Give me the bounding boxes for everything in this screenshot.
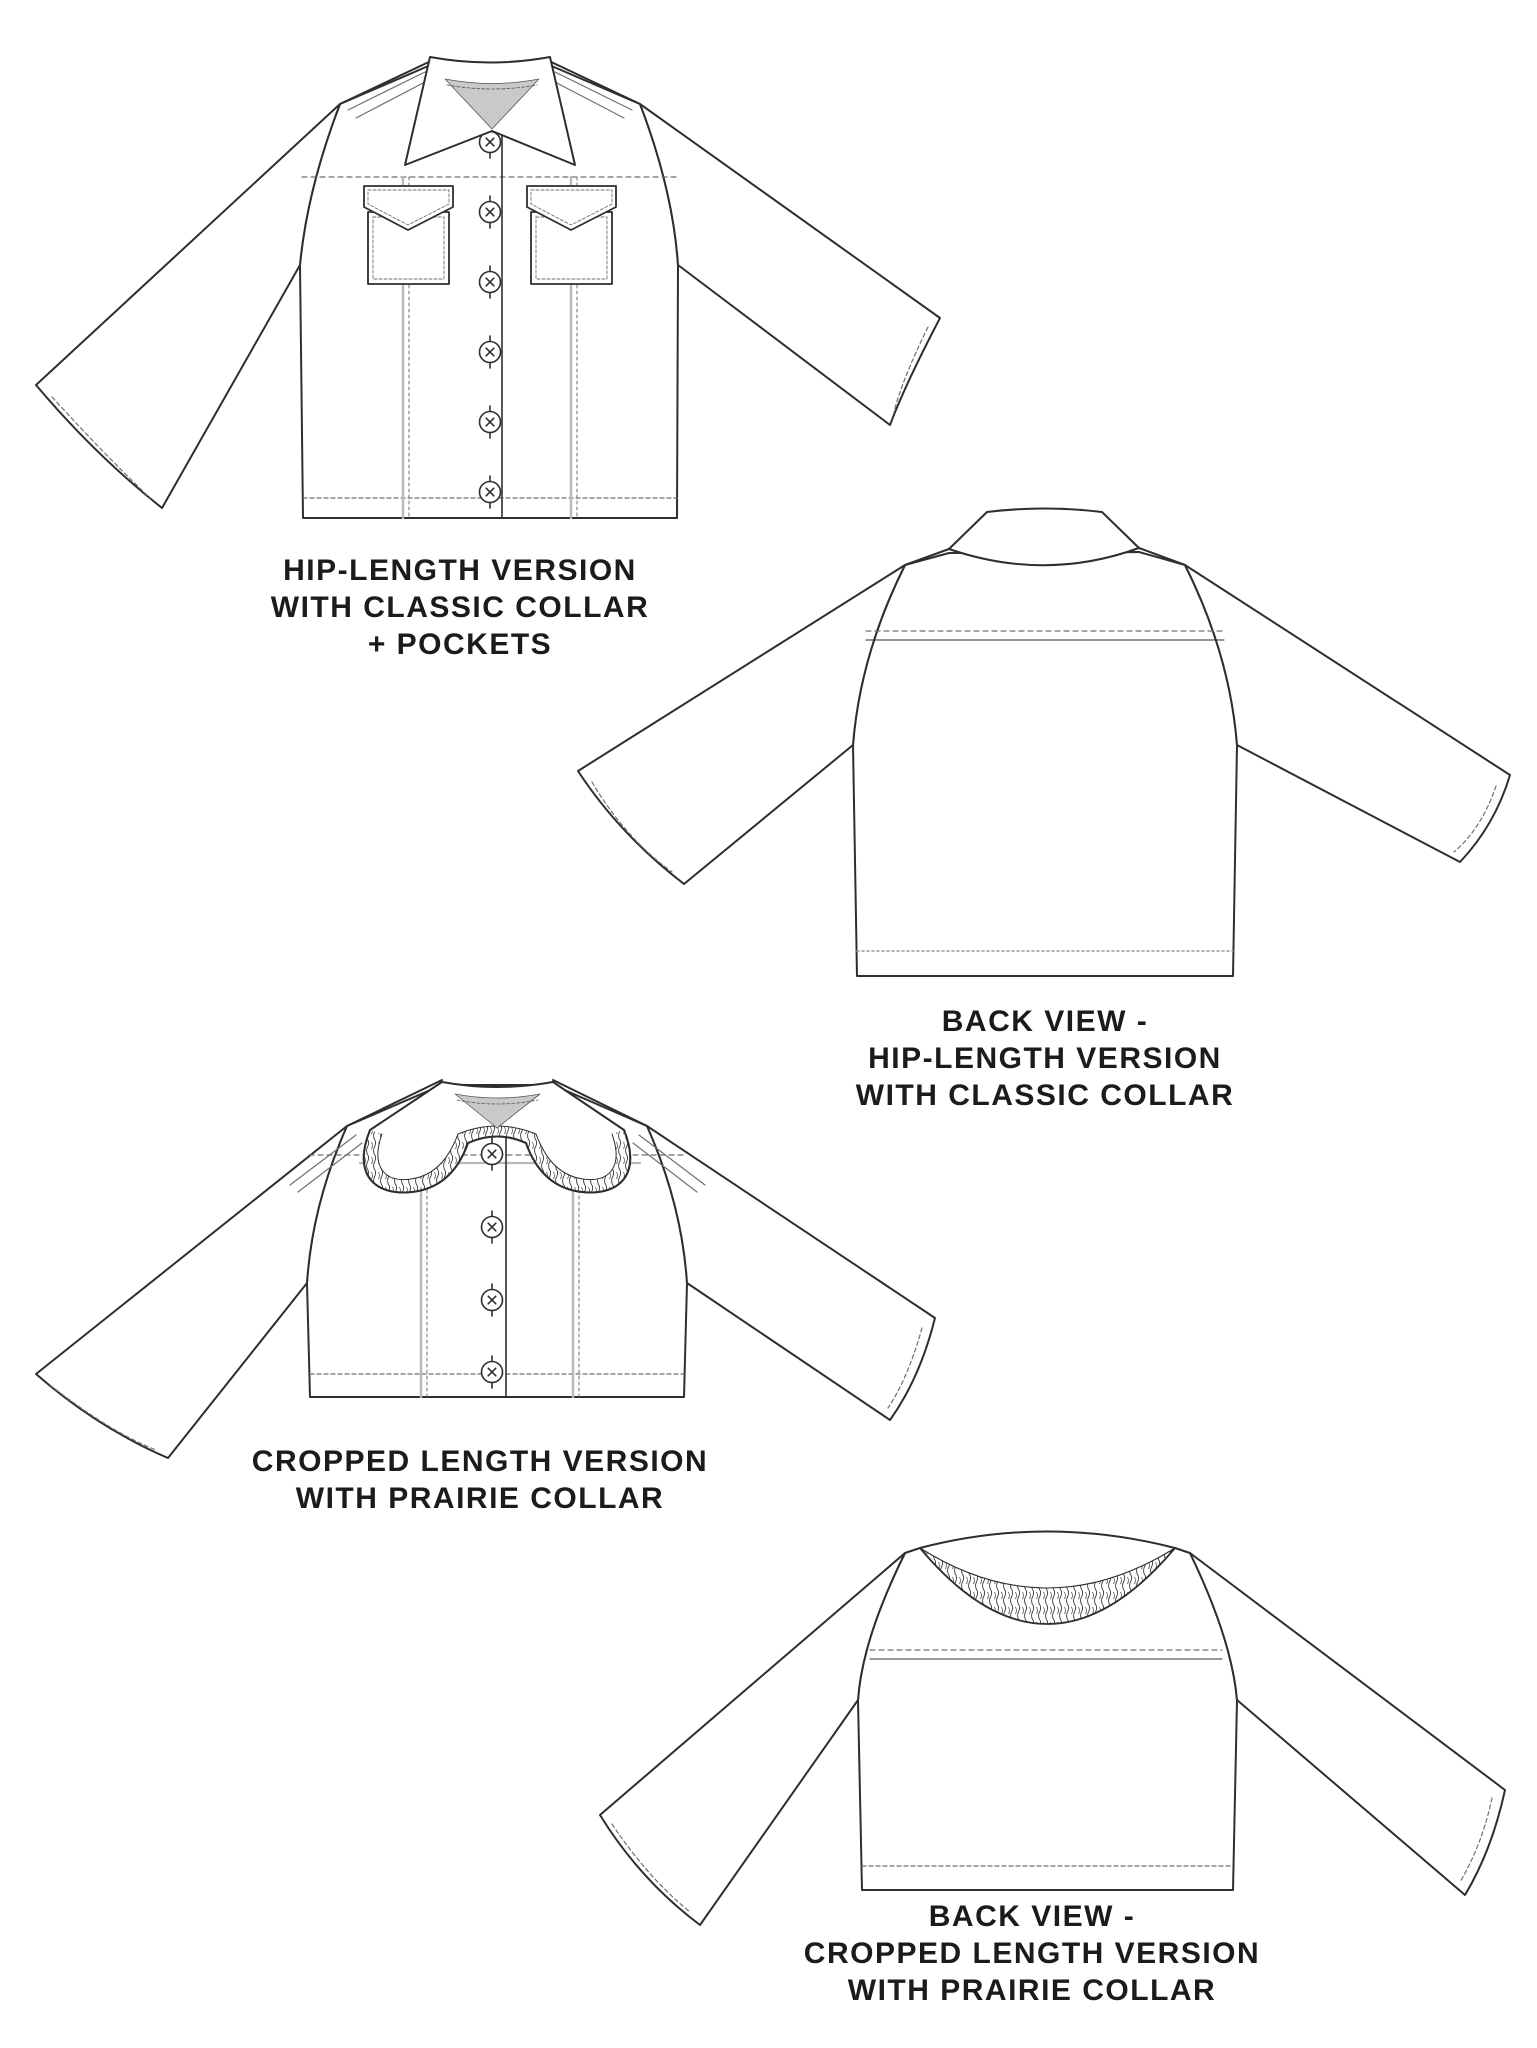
caption-line: + POCKETS xyxy=(367,628,553,661)
caption-line: WITH PRAIRIE COLLAR xyxy=(295,1482,665,1515)
chest-pocket-right xyxy=(527,186,616,284)
caption-back-cropped xyxy=(732,1898,1332,2009)
chest-pocket-left xyxy=(364,186,453,284)
caption-line: WITH CLASSIC COLLAR xyxy=(855,1079,1235,1112)
classic-collar-back xyxy=(949,509,1139,566)
caption-front-hip-length xyxy=(160,552,760,663)
caption-line: BACK VIEW - xyxy=(941,1005,1149,1038)
jacket-front-hip-length-illustration xyxy=(36,57,940,518)
caption-front-cropped xyxy=(180,1443,780,1517)
back-body xyxy=(853,552,1237,976)
caption-line: BACK VIEW - xyxy=(928,1900,1136,1933)
caption-line: CROPPED LENGTH VERSION xyxy=(803,1937,1261,1970)
jacket-front-cropped-illustration xyxy=(36,1080,935,1458)
caption-line: WITH CLASSIC COLLAR xyxy=(270,591,650,624)
jacket-back-cropped-illustration xyxy=(600,1532,1505,1926)
caption-line: CROPPED LENGTH VERSION xyxy=(251,1445,709,1478)
caption-line: HIP-LENGTH VERSION xyxy=(283,554,637,587)
back-body xyxy=(858,1532,1237,1891)
caption-line: WITH PRAIRIE COLLAR xyxy=(847,1974,1217,2007)
caption-line: HIP-LENGTH VERSION xyxy=(868,1042,1222,1075)
caption-back-hip-length xyxy=(745,1003,1345,1114)
